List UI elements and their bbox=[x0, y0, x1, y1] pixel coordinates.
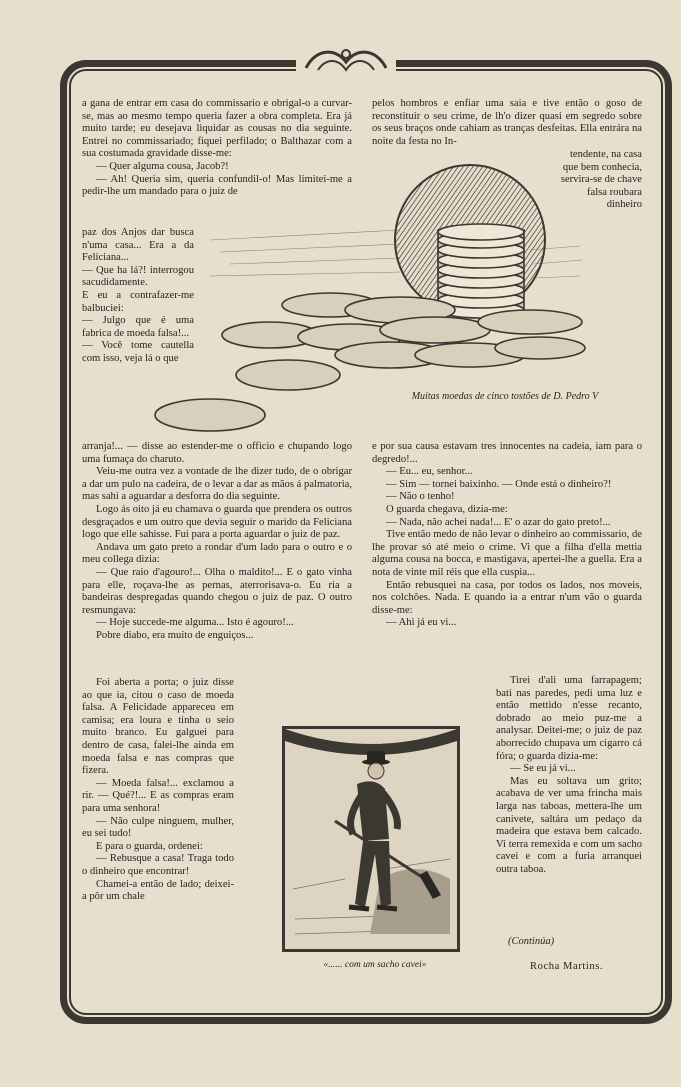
paragraph: Então rebusquei na casa, por todos os lados, nos moveis, nos colchões. Nada. E quando ia a entrar n'um vão o guarda disse-me: bbox=[372, 579, 642, 616]
paragraph: Logo ás oito já eu chamava o guarda que prendera os outros desgraçados e um outro que devia seguir o marido da Feliciana logo que elle sahisse. Fui para a porta aguardar o juiz de paz. bbox=[82, 503, 352, 541]
paragraph: — Não culpe ninguem, mulher, eu sei tudo! bbox=[82, 815, 234, 840]
paragraph: Tirei d'ali uma farrapagem; bati nas paredes, pedi uma luz e então mettido n'esse recanto, dobrado ao meio puz-me a analysar. Deitei-me; o juiz de paz aborrecido chupava um cigarro cá fóra; o guarda dizia-me: bbox=[496, 675, 642, 762]
continued-note: (Continúa) bbox=[508, 936, 555, 947]
paragraph: — Que ha lá?! interrogou sacudidamente. bbox=[82, 264, 194, 289]
paragraph: — Sim — tornei baixinho. — Onde está o dinheiro?! bbox=[386, 478, 612, 490]
paragraph: — Você tome cautella com isso, veja lá o que bbox=[82, 340, 194, 364]
border-ornament-top bbox=[296, 44, 396, 78]
paragraph: — Ahi já eu vi... bbox=[386, 617, 457, 629]
column-left-lower bbox=[82, 677, 234, 904]
column-right-middle bbox=[372, 441, 642, 630]
digging-illustration bbox=[282, 726, 460, 952]
paragraph: — Se eu já vi... bbox=[510, 763, 576, 775]
paragraph: pelos hombros e enfiar uma saia e tive então o goso de reconstituir o seu crime, de lh'o dizer quasi em segredo sobre os seus braços onde cahiam as tranças desfeitas. Ella entrára na noite da festa no In- bbox=[372, 98, 642, 147]
paragraph: — Ah! Queria sim, queria confundil-o! Mas limitei-me a pedir-lhe um mandado para o juiz de bbox=[82, 173, 352, 198]
print-mark bbox=[238, 1017, 244, 1023]
paragraph: paz dos Anjos dar busca n'uma casa... Era a da Feliciana... bbox=[82, 227, 194, 264]
column-right-narrow bbox=[560, 149, 642, 212]
column-left-middle bbox=[82, 441, 352, 643]
column-right-lower bbox=[496, 675, 642, 877]
paragraph: tendente, na casa que bem conhecia, servira-se de chave falsa roubara dinheiro bbox=[560, 149, 642, 211]
paragraph: Pobre diabo, era muito de enguiços... bbox=[96, 629, 254, 641]
paragraph: a gana de entrar em casa do commissario e obrigal-o a curvar-se, mas ao mesmo tempo queria fazer a obra completa. Era já muito tarde; eu desejava liquidar as cousas no dia seguinte. Entrei no commissariado; fiquei perfilado; o Balthazar com a sua costumada gravidade disse-me: bbox=[82, 98, 352, 160]
paragraph: — Quer alguma cousa, Jacob?! bbox=[96, 160, 229, 172]
paragraph: E eu a contrafazer-me balbuciei: bbox=[82, 289, 194, 314]
paragraph: — Rebusque a casa! Traga todo o dinheiro que encontrar! bbox=[82, 853, 234, 877]
paragraph: — Não o tenho! bbox=[386, 491, 455, 503]
paragraph: — Que raio d'agouro!... Olha o maldito!... E o gato vinha para elle, roçava-lhe as pernas, aterrorisava-o. Eu ria a bandeiras despregadas quando chegou o juiz de paz. O outro resmungava: bbox=[82, 566, 352, 616]
paragraph: Foi aberta a porta; o juiz disse ao que ia, citou o caso de moeda falsa. A Felicidade appareceu em camisa; era loura e tinha o seio muito branco. Eu galguei para dentro de casa, falei-lhe ainda em moeda falsa e nas compras que fizera. bbox=[82, 677, 234, 777]
paragraph: Tive então medo de não levar o dinheiro ao commissario, de lhe provar só até meio o crime. Vi que a filha d'ella mettia alguma cousa na bocca, e mastigava, apertei-lhe a guella. Era a nota de vinte mil réis que ella cuspia... bbox=[372, 529, 642, 578]
author-signature: Rocha Martins. bbox=[530, 961, 604, 972]
paragraph: arranja!... — disse ao estender-me o officio e chupando logo uma fumaça do charuto. bbox=[82, 441, 352, 465]
paragraph: Mas eu soltava um grito; acabava de ver uma frincha mais larga nas taboas, mettera-lhe um canivete, saltára um pedaço da madeira que estava bem calcado. Vi terra remexida e com um sacho cavei e com a furia arranquei outra taboa. bbox=[496, 775, 642, 875]
paragraph: — Hoje succede-me alguma... Isto é agouro!... bbox=[96, 617, 294, 629]
paragraph: — Eu... eu, senhor... bbox=[386, 466, 473, 478]
column-right-top bbox=[372, 98, 642, 148]
paragraph: — Moeda falsa!... exclamou a rir. — Qué?!... E as compras eram para uma senhora! bbox=[82, 777, 234, 814]
paragraph: — Julgo que é uma fabrica de moeda falsa!... bbox=[82, 315, 194, 339]
paragraph: E para o guarda, ordenei: bbox=[96, 840, 203, 852]
paragraph: e por sua causa estavam tres innocentes na cadeia, iam para o degredo!... bbox=[372, 441, 642, 465]
digging-caption: «...... com um sacho cavei» bbox=[323, 960, 427, 970]
paragraph: Andava um gato preto a rondar d'um lado para o outro e o meu collega dizia: bbox=[82, 541, 352, 566]
paragraph: — Nada, não achei nada!... E' o azar do gato preto!... bbox=[386, 516, 611, 528]
paragraph: Veiu-me outra vez a vontade de lhe dizer tudo, de o obrigar a dar um pulo na cadeira, de o levar a dar as mãos á palmatoria, mas sahi a aguardar a desforra do dia seguinte. bbox=[82, 466, 352, 503]
coins-caption: Muitas moedas de cinco tostões de D. Pedro V bbox=[411, 391, 599, 402]
paragraph: Chamei-a então de lado; deixei-a pôr um chale bbox=[82, 878, 234, 903]
paragraph: O guarda chegava, dizia-me: bbox=[386, 503, 508, 515]
